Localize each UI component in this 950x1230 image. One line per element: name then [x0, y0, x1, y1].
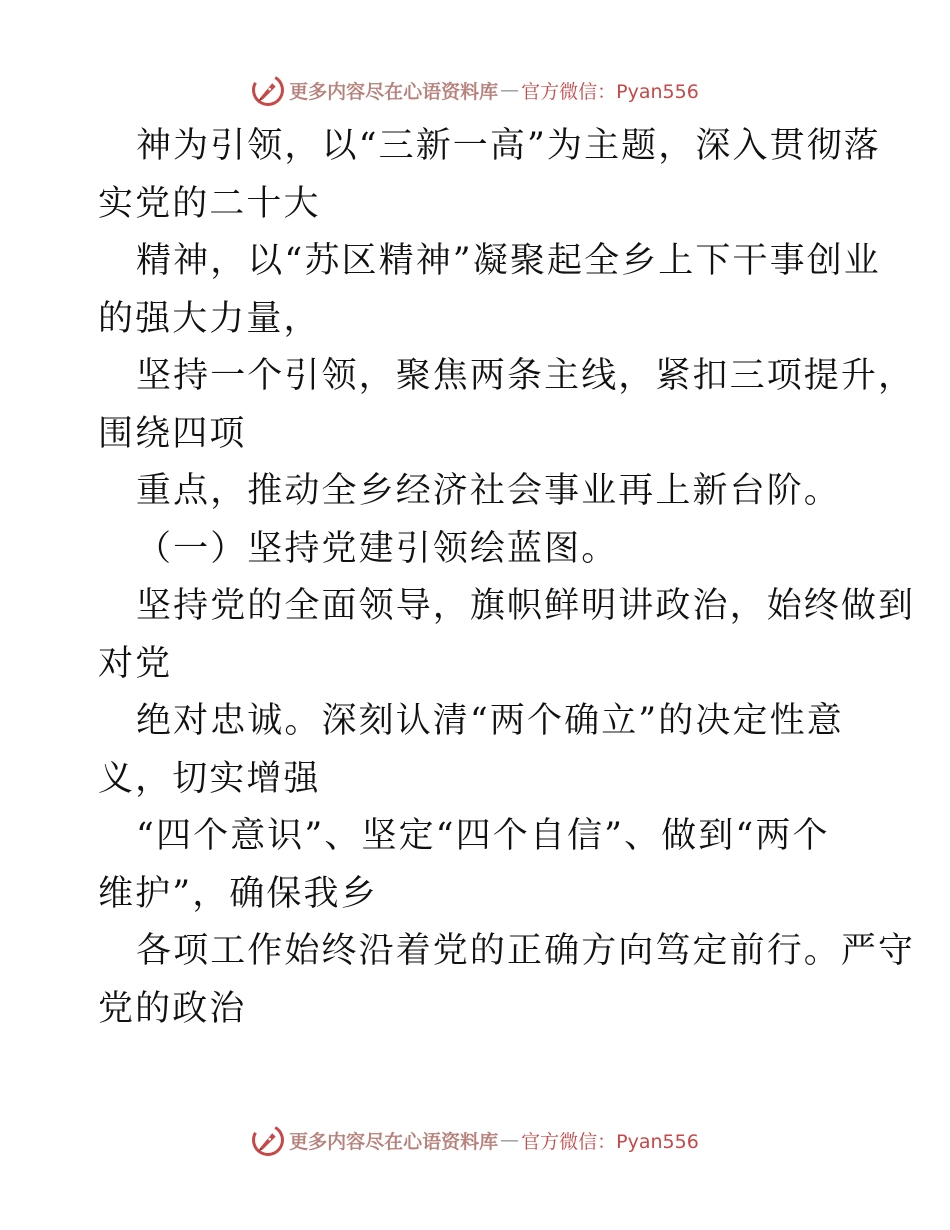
text-line: 精神，以“苏区精神”凝聚起全乡上下干事创业: [136, 241, 881, 281]
text-line: 各项工作始终沿着党的正确方向笃定前行。严守: [136, 931, 916, 971]
text-line: 的强大力量，: [98, 298, 321, 339]
watermark-dash: —: [500, 79, 520, 101]
text-line: 义，切实增强: [98, 758, 321, 799]
pen-nib-logo-icon: [251, 1123, 285, 1157]
text-line: 围绕四项: [98, 413, 247, 454]
text-line: 对党: [98, 643, 173, 684]
watermark-dash: —: [500, 1129, 520, 1151]
watermark-wechat-text: 官方微信：Pyan556: [521, 1130, 699, 1153]
text-line: 坚持党的全面领导，旗帜鲜明讲政治，始终做到: [136, 586, 916, 626]
pen-nib-logo-icon: [251, 73, 285, 107]
footer-watermark: [0, 1120, 950, 1160]
document-body: [98, 118, 916, 1038]
watermark-main-text: 更多内容尽在心语资料库: [289, 1130, 499, 1153]
text-line: 实党的二十大: [98, 183, 321, 224]
section-heading: （一）坚持党建引领绘蓝图。: [136, 528, 619, 569]
text-line: 神为引领，以“三新一高”为主题，深入贯彻落: [136, 126, 881, 166]
text-line: 绝对忠诚。深刻认清“两个确立”的决定性意: [136, 701, 844, 741]
header-watermark: [0, 70, 950, 110]
text-line: 党的政治: [98, 988, 247, 1029]
text-line: “四个意识”、坚定“四个自信”、做到“两个: [136, 816, 830, 856]
text-line: 坚持一个引领，聚焦两条主线，紧扣三项提升，: [136, 356, 916, 396]
text-line: 维护”，确保我乡: [98, 873, 378, 914]
watermark-main-text: 更多内容尽在心语资料库: [289, 80, 499, 103]
text-line: 重点，推动全乡经济社会事业再上新台阶。: [136, 471, 841, 511]
watermark-wechat-text: 官方微信：Pyan556: [521, 80, 699, 103]
